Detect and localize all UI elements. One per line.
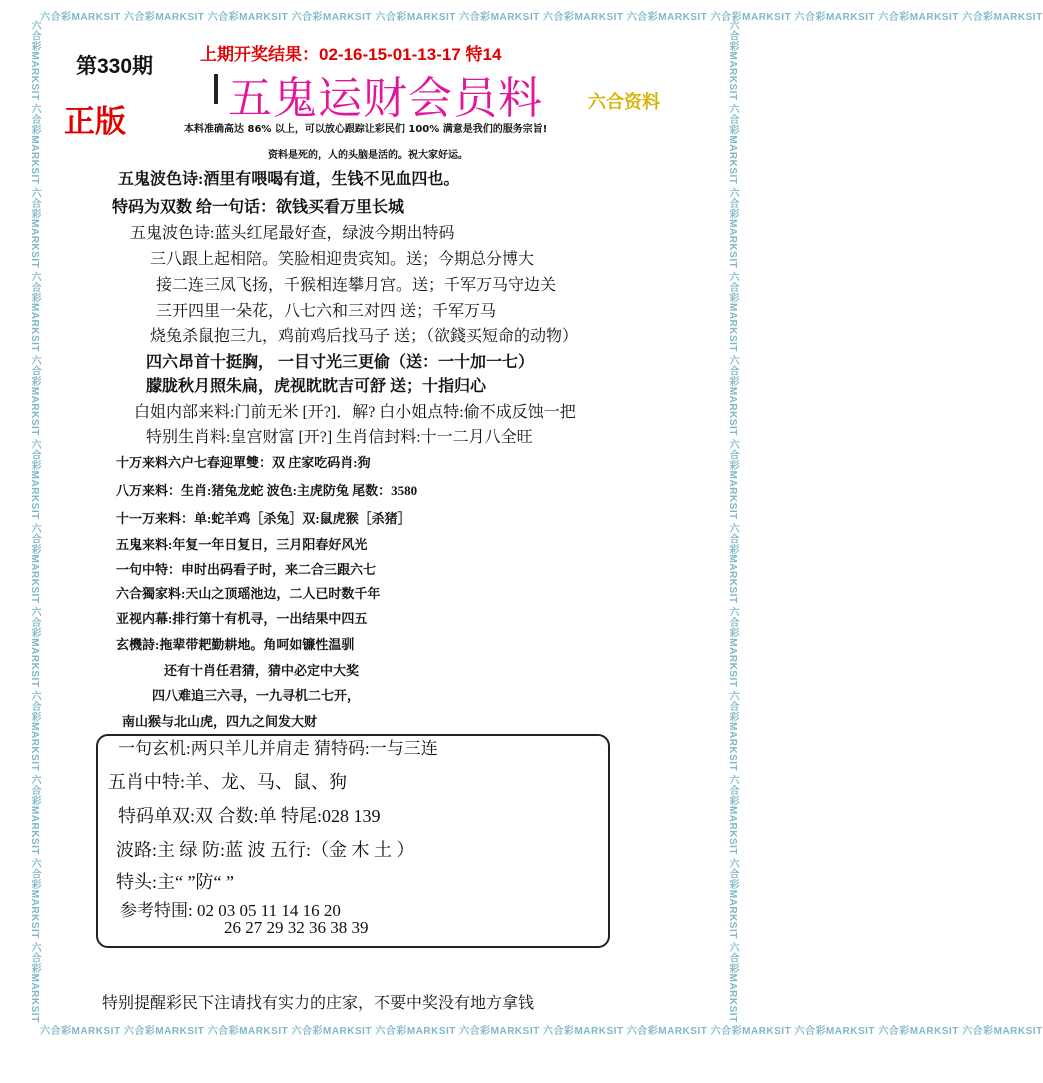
line-4: 三八跟上起相陪。笑脸相迎贵宾知。送；今期总分博大 xyxy=(150,251,535,268)
box-line-6b: 26 27 29 32 36 38 39 xyxy=(224,918,369,937)
box-line-3: 特码单双:双 合数:单 特尾:028 139 xyxy=(118,806,381,826)
box-line-4: 波路:主 绿 防:蓝 波 五行:（金 木 土 ） xyxy=(116,840,415,860)
line-13: 八万来料：生肖:猪兔龙蛇 波色:主虎防兔 尾数：3580 xyxy=(116,483,418,498)
line-21: 四八难追三六寻，一九寻机二七开， xyxy=(152,688,361,703)
line-10: 白姐内部来料:门前无米 [开?]．解? 白小姐点特:偷不成反蚀一把 xyxy=(134,404,576,421)
line-22: 南山猴与北山虎，四九之间发大财 xyxy=(122,714,318,729)
line-15: 五鬼来料:年复一年日复日，三月阳春好风光 xyxy=(116,537,368,552)
box-line-2: 五肖中特:羊、龙、马、鼠、狗 xyxy=(108,772,347,792)
line-7: 烧兔杀鼠抱三九，鸡前鸡后找马子 送；（欲錢买短命的动物） xyxy=(150,328,579,345)
border-watermark-right: 六合彩MARKSIT 六合彩MARKSIT 六合彩MARKSIT 六合彩MARKSIT 六合彩MARKSIT 六合彩MARKSIT 六合彩MARKSIT 六合彩MARKSIT 六合彩MARKSIT 六合彩MARKSIT 六合彩MARKSIT 六合彩MARKSIT xyxy=(727,20,738,1023)
line-14: 十一万来料：单:蛇羊鸡［杀兔］双:鼠虎猴［杀猪］ xyxy=(116,511,411,526)
title-divider xyxy=(214,74,218,104)
line-3: 五鬼波色诗:蓝头红尾最好查，绿波今期出特码 xyxy=(130,225,455,242)
edition-label: 正版 xyxy=(64,104,126,139)
border-watermark-top: 六合彩MARKSIT 六合彩MARKSIT 六合彩MARKSIT 六合彩MARKSIT 六合彩MARKSIT 六合彩MARKSIT 六合彩MARKSIT 六合彩MARKSIT 六合彩MARKSIT 六合彩MARKSIT 六合彩MARKSIT 六合彩MARKSIT xyxy=(40,12,1043,23)
last-result: 上期开奖结果：02-16-15-01-13-17 特14 xyxy=(200,45,502,64)
line-11: 特别生肖料:皇宫财富 [开?] 生肖信封料:十一二月八全旺 xyxy=(146,429,533,446)
issue-number: 第330期 xyxy=(76,55,154,78)
line-2: 特码为双数 给一句话：欲钱买看万里长城 xyxy=(112,199,405,216)
box-line-6a: 参考特围: 02 03 05 11 14 16 20 xyxy=(120,901,341,920)
notice-goodluck: 资料是死的，人的头脑是活的。祝大家好运。 xyxy=(268,150,468,161)
category-tag: 六合资料 xyxy=(588,92,660,112)
line-18: 亚视内幕:排行第十有机寻，一出结果中四五 xyxy=(116,611,368,626)
box-line-5: 特头:主“ ”防“ ” xyxy=(116,872,234,892)
footer-reminder: 特别提醒彩民下注请找有实力的庄家，不要中奖没有地方拿钱 xyxy=(102,995,535,1012)
line-16: 一句中特：申时出码看子时，来二合三跟六七 xyxy=(116,562,377,577)
line-12: 十万来料六户七春迎單雙：双 庄家吃码肖:狗 xyxy=(116,455,371,470)
border-watermark-left: 六合彩MARKSIT 六合彩MARKSIT 六合彩MARKSIT 六合彩MARKSIT 六合彩MARKSIT 六合彩MARKSIT 六合彩MARKSIT 六合彩MARKSIT 六合彩MARKSIT 六合彩MARKSIT 六合彩MARKSIT 六合彩MARKSIT xyxy=(29,20,40,1023)
line-17: 六合獨家料:天山之顶瑶池边，二人已时数千年 xyxy=(116,586,381,601)
line-20: 还有十肖任君猜，猜中必定中大奖 xyxy=(164,663,360,678)
line-19: 玄機詩:拖辈带耙勤耕地。角呵如镰性温驯 xyxy=(116,637,355,652)
page-title: 五鬼运财会员料 xyxy=(228,74,543,123)
line-8: 四六昂首十挺胸， 一目寸光三更偷（送：一十加一七） xyxy=(146,354,535,371)
line-9: 朦胧秋月照朱扁，虎视眈眈吉可舒 送；十指归心 xyxy=(146,378,487,395)
line-6: 三开四里一朵花，八七六和三对四 送；千军万马 xyxy=(156,303,497,320)
border-watermark-bottom: 六合彩MARKSIT 六合彩MARKSIT 六合彩MARKSIT 六合彩MARKSIT 六合彩MARKSIT 六合彩MARKSIT 六合彩MARKSIT 六合彩MARKSIT 六合彩MARKSIT 六合彩MARKSIT 六合彩MARKSIT 六合彩MARKSIT xyxy=(40,1026,1043,1037)
line-5: 接二连三凤飞扬，千猴相连攀月宫。送；千军万马守边关 xyxy=(156,277,557,294)
notice-accuracy: 本料准确高达 86% 以上，可以放心跟踪让彩民们 100% 满意是我们的服务宗旨! xyxy=(184,124,548,135)
box-line-1: 一句玄机:两只羊儿并肩走 猜特码:一与三连 xyxy=(118,739,438,758)
line-1: 五鬼波色诗:酒里有喂喝有道，生钱不见血四也。 xyxy=(118,171,460,188)
